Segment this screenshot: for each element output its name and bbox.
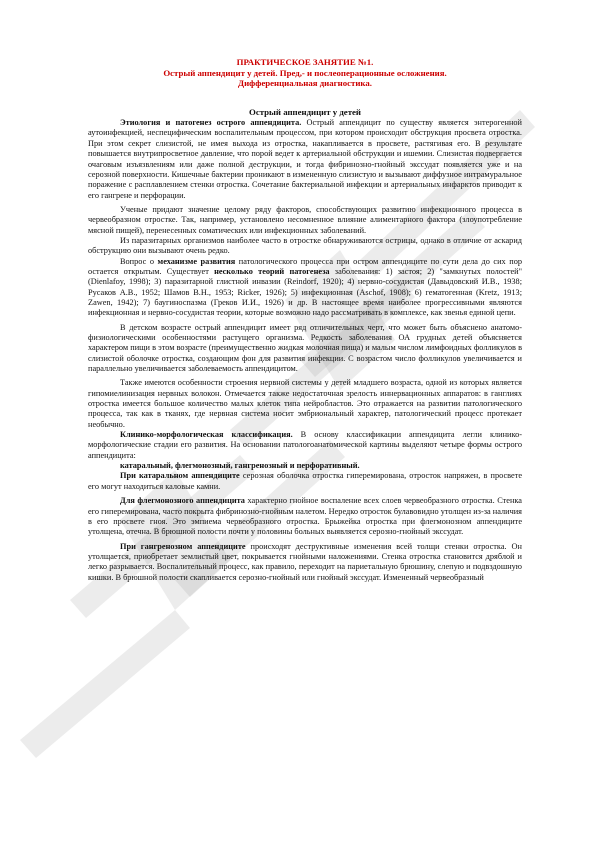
paragraph-phlegmonous [88, 496, 522, 537]
paragraph-forms [88, 461, 522, 471]
paragraph-gangrenous [88, 542, 522, 583]
paragraph-lead: Этиология и патогенез острого аппендицита. [120, 118, 302, 128]
paragraph-childhood [88, 323, 522, 375]
paragraph-nervous-system [88, 378, 522, 430]
paragraph-text: происходят деструктивные изменения всей толщи стенки отростка. Он утолщается, приобретает землистый цвет, покрывается гнойными наложениями. Стенка отростка становится дряблой и легко разрывается. Воспалительный процесс, как правило, переходит на париетальную брюшину, слепую и подвздошную кишки. В брюшной полости скапливается серозно-гнойный или гнойный экссудат. Измененный червеобразный [88, 541, 522, 582]
paragraph-text: заболевания: 1) застоя; 2) "замкнутых полостей" (Dienlafoy, 1998); 3) паразитарной глистной инвазии (Reindorf, 1920); 4) нервно-сосудистая (Давыдовский И.В., 1938; Русаков А.В., 1952; Шамов В.Н., 1953; Ricker, 1926); 5) инфекционная (Aschof, 1908); 6) гематогенная (Kretz, 1913; Zawen, 1942); 7) баугиноспазма (Греков И.И., 1926) и др. В настоящее время наиболее прогрессивными являются инфекционная и нервно-сосудистая теории, которые возможно надо рассматривать в комплексе, как звенья единой цепи. [88, 266, 522, 318]
paragraph-classification [88, 430, 522, 461]
paragraph-mechanism [88, 257, 522, 319]
paragraph-factors [88, 205, 522, 236]
practice-header-line3: Дифференциальная диагностика. [238, 78, 372, 89]
paragraph-lead: Для флегмонозного аппендицита [120, 496, 245, 506]
paragraph-catarrhal [88, 471, 522, 492]
paragraph-mid: патологического процесса при остром аппендиците по сути дела до сих пор остается открытым. Существует [88, 256, 522, 276]
paragraph-text: Также имеются особенности строения нервной системы у детей младшего возраста, одной из которых является гипомиелинизация нервных волокон. Отмечается также недостаточная зрелость иннервационных аппаратов: в ганглиях отростка имеется большое количество малых клеток типа нейробластов. Это отражается на развитии патологического процесса, так как в тканях, где нервная система носит эмбриональный характер, патологический процесс протекает необычно. [88, 378, 522, 429]
paragraph-text: В основу классификации аппендицита легли клинико-морфологические стадии его развития. На основании патологоанатомической картины выделяют четыре формы острого аппендицита: [88, 430, 522, 460]
document-page [88, 57, 522, 583]
section-subtitle: Острый аппендицит у детей [248, 106, 362, 117]
paragraph-parasites [88, 236, 522, 257]
paragraph-lead: Клинико-морфологическая классификация. [120, 430, 293, 440]
paragraph-text: характерно гнойное воспаление всех слоев червеобразного отростка. Стенка его гиперемирована, часто покрыта фибринозно-гнойным налетом. Нередко отросток булавовидно утолщен из-за наличия в его просвете гноя. Это эмпиема червеобразного отростка. Брыжейка отростка при флегмонозном аппендиците утолщена, отечна. В брюшной полости почти у половины больных выявляется серозно-гнойный экссудат. [88, 496, 522, 537]
paragraph-lead: При катаральном аппендиците [120, 471, 240, 481]
paragraph-text: Из паразитарных организмов наиболее часто в отростке обнаруживаются острицы, однако в отличие от аскарид обструкцию они вызывают очень редко. [88, 235, 522, 256]
practice-header-line2: Острый аппендицит у детей. Пред,- и послеоперационные осложнения. [163, 67, 447, 78]
paragraph-text: Ученые придают значение целому ряду факторов, способствующих развитию инфекционного процесса в червеобразном отростке. Так, например, установлено несомненное влияние алиментарного фактора (злоупотребление мясной пищей), перенесенных соматических или инфекционных заболеваний. [88, 204, 522, 235]
paragraph-pre: Вопрос о [120, 256, 158, 266]
paragraph-lead2: несколько теорий патогенеза [214, 266, 330, 276]
paragraph-etiology [88, 118, 522, 201]
paragraph-lead: механизме развития [157, 256, 236, 266]
practice-header-line1: ПРАКТИЧЕСКОЕ ЗАНЯТИЕ №1. [236, 57, 374, 67]
paragraph-text: В детском возрасте острый аппендицит имеет ряд отличительных черт, что может быть объяснено анатомо-физиологическими особенностями растущего организма. Редкость заболевания ОА грудных детей объясняется характером пищи в этом возрасте (преимущественно жидкая молочная пища) и малым числом лимфоидных фолликулов в слизистой оболочке отростка, создающим фон для развития инфекции. С возрастом число фолликулов увеличивается и параллельно увеличивается заболеваемость аппендицитом. [88, 322, 522, 374]
paragraph-text: серозная оболочка отростка гиперемирована, отросток напряжен, в просвете его могут находиться каловые камни. [88, 471, 523, 491]
paragraph-lead: При гангренозном аппендиците [120, 541, 246, 551]
paragraph-text: Острый аппендицит по существу является энтерогенной аутоинфекцией, неспецифическим воспалительным процессом, при котором происходит обструкция просвета отростка. При этом секрет слизистой, не имея выхода из отростка, накапливается в просвете, растягивая его. В результате повышается внутрипросветное давление, что порой ведет к артериальной обструкции и ишемии. Слизистая подвергается очаговым изъязвлениям или даже полной деструкции, и тогда фибринозно-гнойный экссудат появляется уже и на серозной поверхности. Кишечные бактерии проникают в измененную слизистую и вызывают диффузное интрамуральное поражение с расплавлением стенки отростка. Сочетание бактериальной инфекции и артериальных инфарктов приводит к его гангрене и перфорации. [88, 118, 522, 200]
paragraph-lead: катаральный, флегмонозный, гангренозный и перфоративный. [120, 461, 360, 471]
